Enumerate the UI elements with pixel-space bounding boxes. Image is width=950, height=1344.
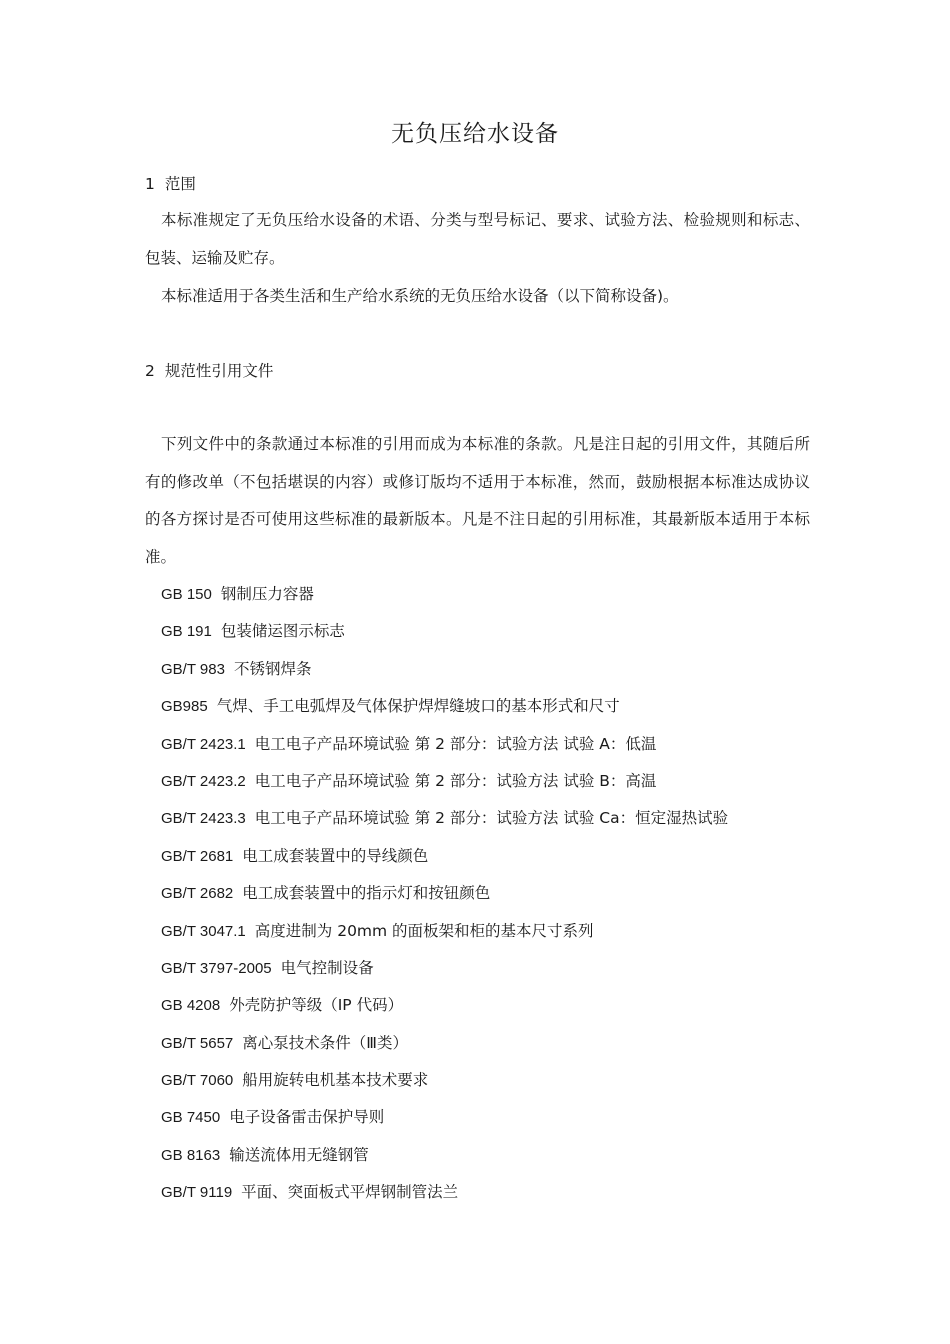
document-title: 无负压给水设备 bbox=[391, 121, 559, 147]
reference-item bbox=[161, 1062, 728, 1099]
section-title: 规范性引用文件 bbox=[164, 362, 274, 380]
reference-item bbox=[161, 800, 728, 837]
reference-list bbox=[161, 576, 728, 1212]
reference-title: 输送流体用无缝钢管 bbox=[229, 1145, 369, 1164]
reference-code: GB985 bbox=[161, 698, 208, 716]
reference-item bbox=[161, 838, 728, 875]
reference-item bbox=[161, 1025, 728, 1062]
reference-item bbox=[161, 576, 728, 613]
reference-code: GB/T 2681 bbox=[161, 847, 234, 865]
reference-title: 电气控制设备 bbox=[280, 958, 374, 977]
reference-item bbox=[161, 913, 728, 950]
reference-title: 气焊、手工电弧焊及气体保护焊焊缝坡口的基本形式和尺寸 bbox=[216, 697, 620, 716]
reference-code: GB/T 2682 bbox=[161, 885, 234, 903]
reference-item bbox=[161, 613, 728, 650]
reference-item bbox=[161, 950, 728, 987]
reference-title: 电工电子产品环境试验 第 2 部分：试验方法 试验 Ca：恒定湿热试验 bbox=[254, 809, 729, 828]
reference-code: GB 7450 bbox=[161, 1109, 221, 1127]
reference-item bbox=[161, 688, 728, 725]
reference-title: 钢制压力容器 bbox=[220, 585, 314, 603]
reference-title: 高度进制为 20mm 的面板架和柜的基本尺寸系列 bbox=[254, 921, 594, 940]
reference-title: 电工电子产品环境试验 第 2 部分：试验方法 试验 A：低温 bbox=[254, 734, 657, 753]
reference-title: 船用旋转电机基本技术要求 bbox=[242, 1071, 429, 1090]
scope-paragraph: 本标准适用于各类生活和生产给水系统的无负压给水设备（以下简称设备)。 bbox=[161, 287, 679, 305]
reference-code: GB 150 bbox=[161, 586, 212, 603]
reference-title: 电工电子产品环境试验 第 2 部分：试验方法 试验 B：高温 bbox=[254, 771, 657, 790]
reference-code: GB/T 5657 bbox=[161, 1034, 234, 1052]
reference-item bbox=[161, 1099, 728, 1136]
reference-title: 电工成套装置中的导线颜色 bbox=[242, 846, 429, 865]
reference-item bbox=[161, 1174, 728, 1211]
reference-title: 包装储运图示标志 bbox=[220, 622, 345, 641]
reference-item bbox=[161, 651, 728, 688]
reference-item bbox=[161, 987, 728, 1024]
reference-title: 外壳防护等级（IP 代码） bbox=[229, 996, 404, 1015]
section-number: 2 bbox=[145, 362, 155, 380]
reference-code: GB/T 3047.1 bbox=[161, 922, 246, 940]
reference-title: 电工成套装置中的指示灯和按钮颜色 bbox=[242, 884, 491, 903]
reference-title: 不锈钢焊条 bbox=[233, 659, 312, 678]
reference-title: 电子设备雷击保护导则 bbox=[229, 1108, 385, 1127]
references-intro-paragraph: 下列文件中的条款通过本标准的引用而成为本标准的条款。凡是注日起的引用文件，其随后所有的修改单（不包括堪误的内容）或修订版均不适用于本标准，然而，鼓励根据本标准达成协议的各方探讨是否可使用这些标准的最新版本。凡是不注日起的引用标准，其最新版本适用于本标准。 bbox=[145, 435, 810, 566]
reference-item bbox=[161, 763, 728, 800]
section-title: 范围 bbox=[164, 175, 196, 193]
section-number: 1 bbox=[145, 175, 155, 193]
reference-code: GB/T 2423.2 bbox=[161, 772, 246, 790]
reference-title: 平面、突面板式平焊钢制管法兰 bbox=[241, 1183, 459, 1202]
reference-code: GB/T 2423.1 bbox=[161, 735, 246, 753]
reference-code: GB/T 7060 bbox=[161, 1072, 234, 1090]
section-heading-scope bbox=[145, 172, 196, 196]
reference-title: 离心泵技术条件（Ⅲ类） bbox=[242, 1033, 408, 1052]
reference-code: GB 4208 bbox=[161, 997, 221, 1015]
reference-code: GB/T 983 bbox=[161, 660, 225, 678]
reference-item bbox=[161, 1137, 728, 1174]
reference-code: GB/T 9119 bbox=[161, 1184, 233, 1202]
reference-code: GB 191 bbox=[161, 623, 212, 641]
scope-paragraph: 本标准规定了无负压给水设备的术语、分类与型号标记、要求、试验方法、检验规则和标志、包装、运输及贮存。 bbox=[145, 211, 810, 267]
reference-item bbox=[161, 875, 728, 912]
reference-code: GB 8163 bbox=[161, 1146, 221, 1164]
section-heading-normative-references bbox=[145, 359, 273, 383]
reference-code: GB/T 2423.3 bbox=[161, 810, 246, 828]
reference-code: GB/T 3797-2005 bbox=[161, 959, 272, 977]
reference-item bbox=[161, 726, 728, 763]
